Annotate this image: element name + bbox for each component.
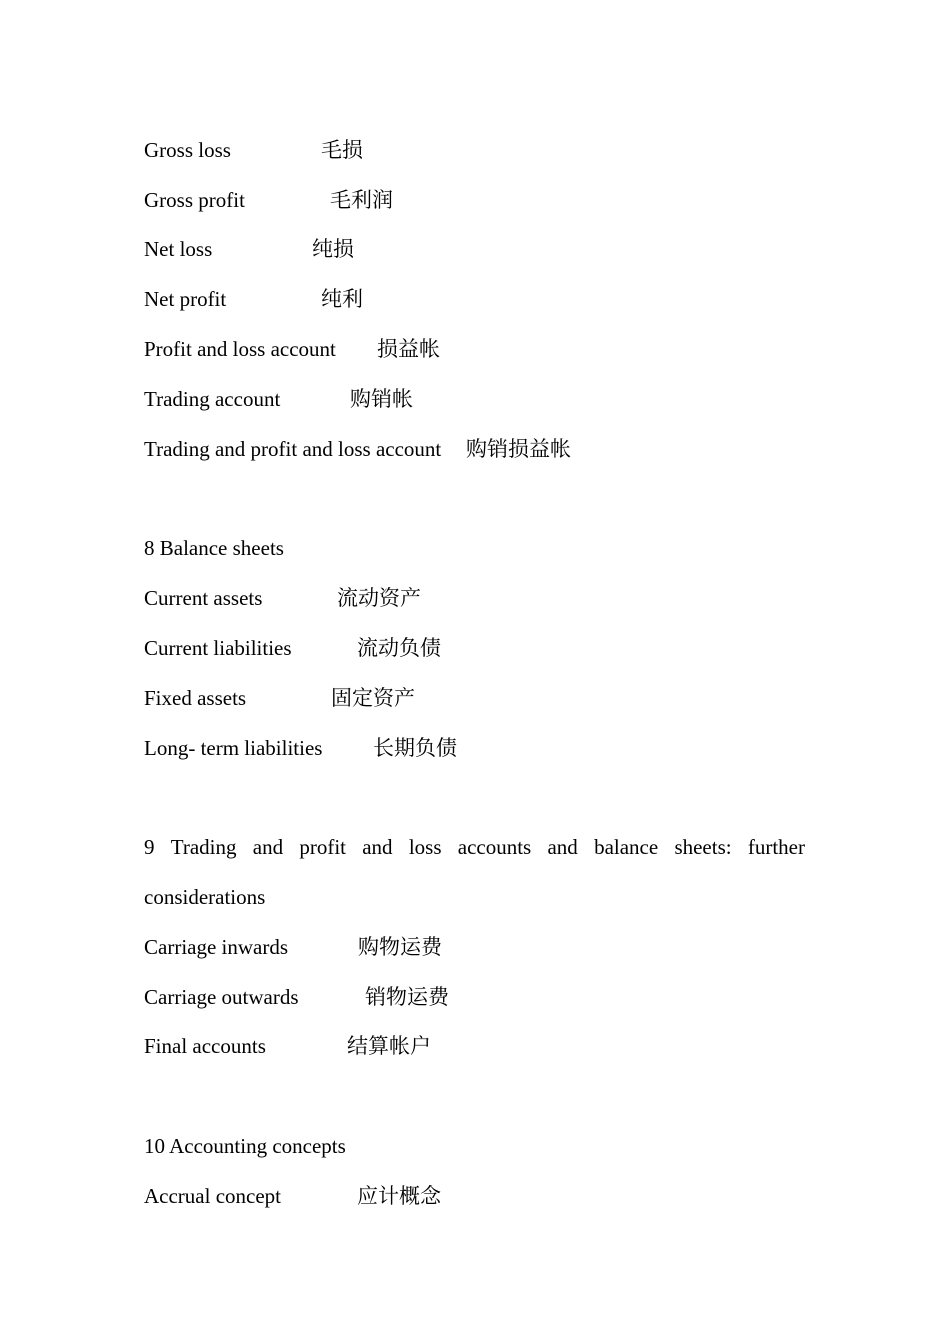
term-final-accounts [144, 1033, 266, 1059]
term-zh: 纯损 [312, 237, 354, 261]
heading-word: accounts [457, 835, 532, 859]
term-accrual-concept [144, 1183, 281, 1209]
term-en: Current liabilities [144, 636, 292, 660]
term-en: Gross loss [144, 138, 231, 162]
term-zh: 损益帐 [377, 337, 440, 361]
heading-word: and [547, 835, 578, 859]
term-en: Long- term liabilities [144, 736, 323, 760]
heading-word: sheets: [674, 835, 732, 859]
term-en: Final accounts [144, 1034, 266, 1058]
term-carriage-inwards [144, 934, 288, 960]
heading-word: and [362, 835, 393, 859]
term-en: Profit and loss account [144, 337, 336, 361]
term-zh: 应计概念 [357, 1184, 441, 1208]
term-en: Carriage inwards [144, 935, 289, 959]
term-en: Net profit [144, 287, 227, 311]
term-en: Fixed assets [144, 686, 247, 710]
section-heading-accounting-concepts: 10 Accounting concepts [144, 1134, 346, 1158]
term-zh: 流动资产 [337, 586, 421, 610]
heading-word: Trading [170, 835, 237, 859]
heading-word: profit [299, 835, 346, 859]
section-heading-continuation: considerations [144, 885, 266, 909]
heading-word: further [747, 835, 805, 859]
heading-word: and [252, 835, 284, 859]
term-long-term-liabilities [144, 735, 322, 761]
term-en: Gross profit [144, 188, 245, 212]
section-heading-trading-pl-bs [144, 834, 805, 860]
term-en: Carriage outwards [144, 985, 299, 1009]
heading-word: loss [408, 835, 442, 859]
term-gross-loss [144, 137, 231, 163]
term-gross-profit [144, 187, 245, 213]
term-fixed-assets [144, 685, 246, 711]
term-trading-account [144, 386, 280, 412]
term-zh: 销物运费 [365, 985, 449, 1009]
term-en: Trading and profit and loss account [144, 437, 442, 461]
term-zh: 流动负债 [357, 636, 441, 660]
term-net-profit [144, 286, 226, 312]
term-zh: 结算帐户 [347, 1034, 431, 1058]
term-zh: 固定资产 [331, 686, 415, 710]
term-zh: 购物运费 [358, 935, 442, 959]
term-en: Accrual concept [144, 1184, 282, 1208]
term-carriage-outwards [144, 984, 299, 1010]
term-profit-and-loss-account [144, 336, 336, 362]
term-zh: 购销帐 [350, 387, 413, 411]
heading-word: 9 [144, 835, 155, 859]
term-zh: 毛损 [321, 138, 363, 162]
term-en: Trading account [144, 387, 281, 411]
term-current-liabilities [144, 635, 292, 661]
heading-word: balance [594, 835, 659, 859]
term-zh: 毛利润 [330, 188, 393, 212]
term-zh: 购销损益帐 [466, 437, 571, 461]
section-heading-balance-sheets: 8 Balance sheets [144, 536, 284, 560]
term-en: Net loss [144, 237, 213, 261]
term-net-loss [144, 236, 212, 262]
term-zh: 长期负债 [373, 736, 457, 760]
term-current-assets [144, 585, 262, 611]
term-trading-and-profit-and-loss-account [144, 436, 441, 462]
term-zh: 纯利 [321, 287, 363, 311]
term-en: Current assets [144, 586, 263, 610]
